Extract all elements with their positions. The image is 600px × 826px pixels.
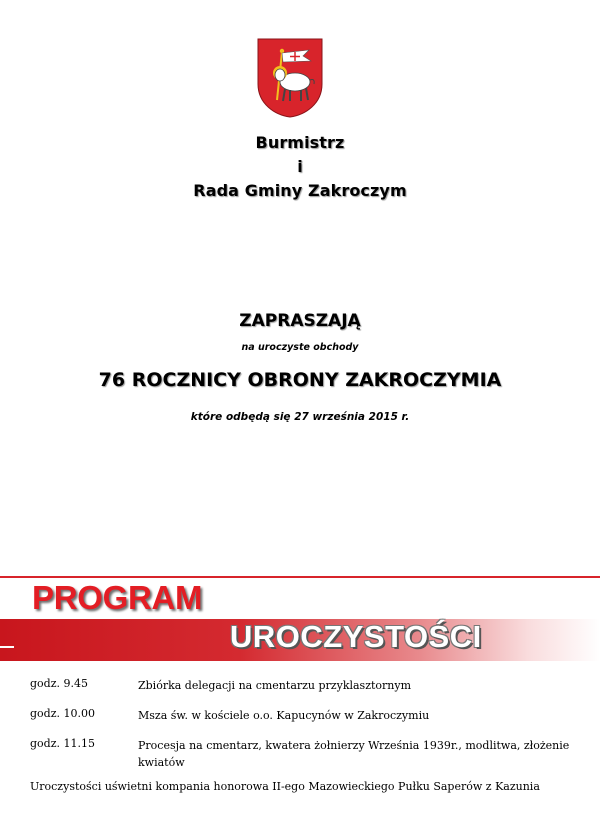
schedule-description: Zbiórka delegacji na cmentarzu przyklasztornym (138, 679, 412, 692)
schedule-time: godz. 9.45 (30, 677, 88, 690)
conjunction-text: i (297, 157, 303, 176)
council-heading: Rada Gminy Zakroczym (193, 181, 407, 200)
schedule-description: Msza św. w kościele o.o. Kapucynów w Zakroczymiu (138, 709, 430, 722)
program-heading: PROGRAM (32, 579, 203, 616)
red-divider (0, 576, 600, 578)
invitation-title: ZAPRASZAJĄ (239, 311, 361, 331)
band-accent-line (0, 646, 14, 648)
invitation-subtitle: na uroczyste obchody (241, 342, 359, 353)
coat-of-arms-lamb-icon (257, 38, 323, 118)
honor-guard-note: Uroczystości uświetni kompania honorowa II-ego Mazowieckiego Pułku Saperów z Kazunia (30, 780, 540, 793)
mayor-heading: Burmistrz (255, 133, 345, 152)
schedule-time: godz. 10.00 (30, 707, 95, 720)
schedule-description: Procesja na cmentarz, kwatera żołnierzy Września 1939r., modlitwa, złożenie kwiatów (138, 739, 570, 769)
schedule-time: godz. 11.15 (30, 737, 95, 750)
event-date: które odbędą się 27 września 2015 r. (190, 411, 410, 423)
program-subheading: UROCZYSTOŚCI (230, 619, 482, 654)
event-title: 76 ROCZNICY OBRONY ZAKROCZYMIA (98, 369, 502, 391)
